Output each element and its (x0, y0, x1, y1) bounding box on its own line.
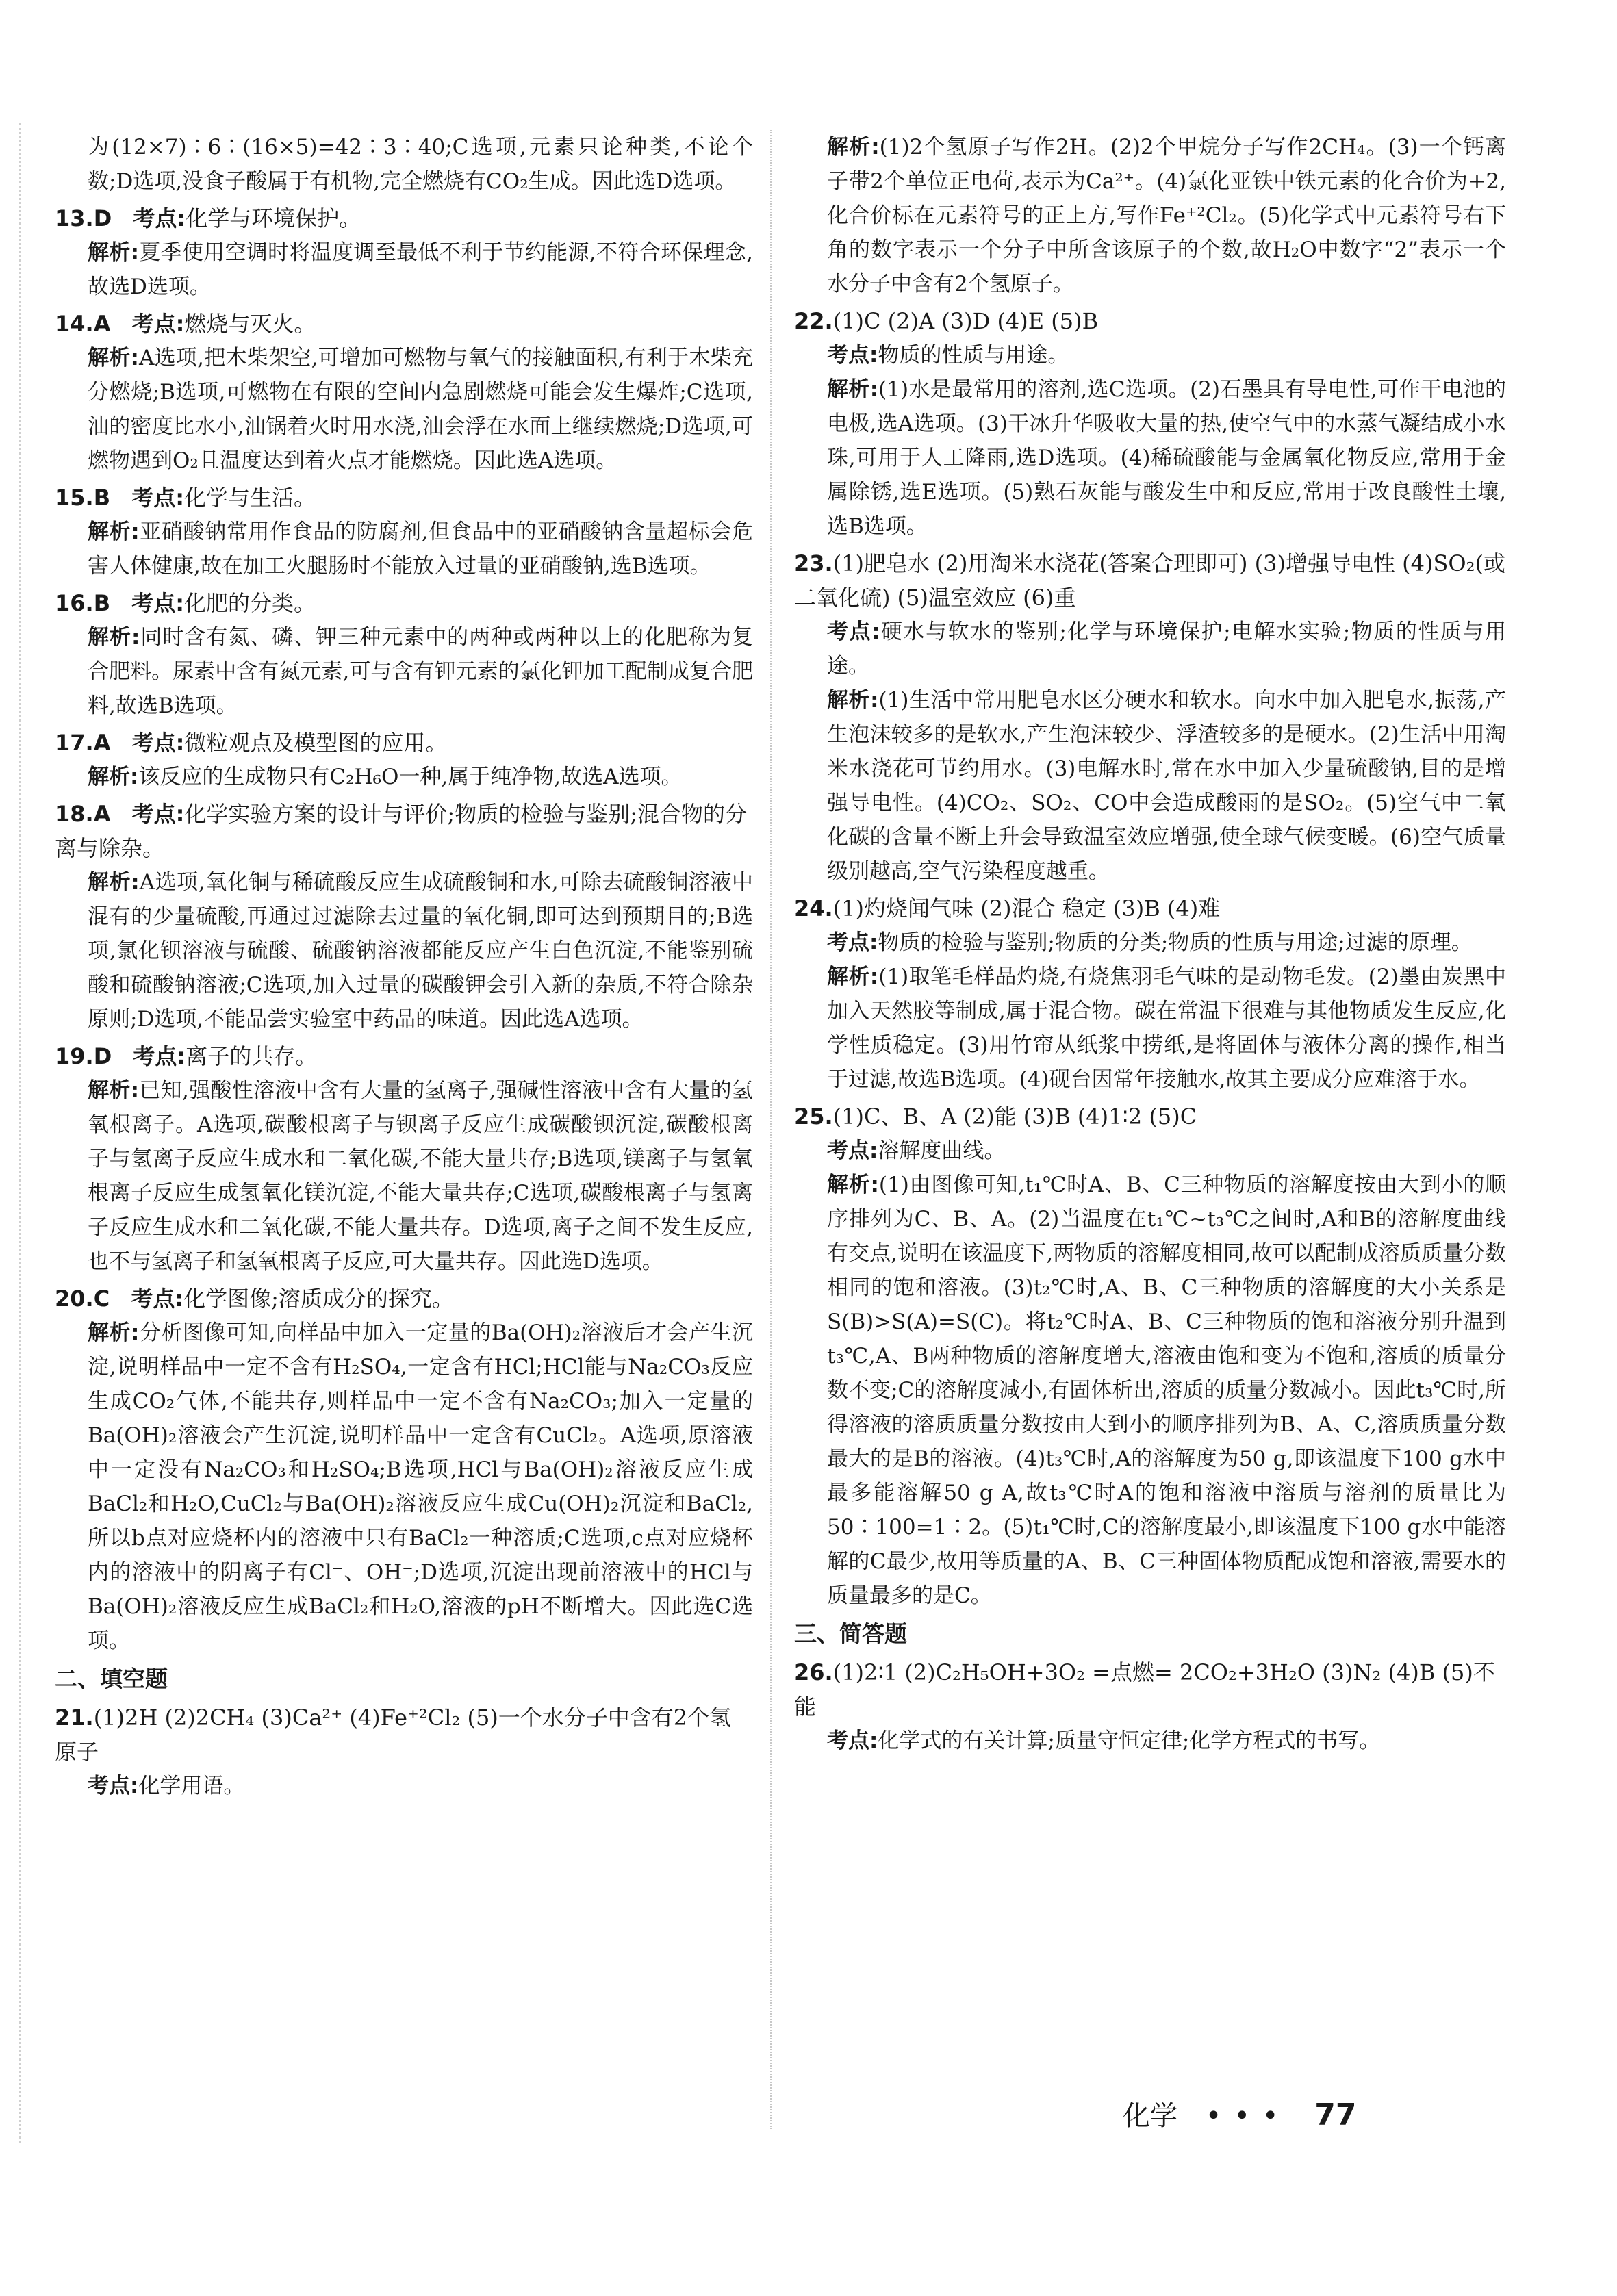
q22-answer-line (794, 304, 1506, 338)
q26-kaodian (794, 1724, 1506, 1758)
q19-jiexi-label: 解析: (88, 1078, 140, 1103)
q22-kaodian-label: 考点: (827, 343, 878, 368)
q15-jiexi-label: 解析: (88, 520, 140, 544)
q25-number: 25. (794, 1104, 833, 1130)
q22-jiexi (794, 372, 1506, 544)
q23-kaodian-text: 硬水与软水的鉴别;化学与环境保护;电解水实验;物质的性质与用途。 (827, 620, 1506, 678)
q23-kaodian (794, 615, 1506, 683)
q24-number: 24. (794, 895, 833, 921)
q19-answer: 19.D (55, 1043, 112, 1069)
q15-kaodian-label: 考点: (131, 485, 185, 511)
question-14 (55, 307, 753, 478)
q22-kaodian-text: 物质的性质与用途。 (878, 343, 1069, 368)
q26-answer: (1)2∶1 (2)C₂H₅OH+3O₂ =点燃= 2CO₂+3H₂O (3)N₂ (4)B (5)不能 (794, 1659, 1495, 1720)
q17-kaodian: 微粒观点及模型图的应用。 (184, 730, 448, 756)
q14-kaodian-label: 考点: (131, 311, 185, 337)
q17-jiexi-text: 该反应的生成物只有C₂H₆O一种,属于纯净物,故选A选项。 (138, 765, 683, 789)
q25-answer-line (794, 1099, 1506, 1134)
q23-number: 23. (794, 550, 833, 576)
q13-jiexi-label: 解析: (88, 240, 140, 265)
question-20 (55, 1281, 753, 1658)
q13-jiexi-text: 夏季使用空调时将温度调至最低不利于节约能源,不符合环保理念,故选D选项。 (88, 240, 753, 299)
page-number: 77 (1314, 2097, 1357, 2132)
q17-answer: 17.A (55, 730, 111, 756)
q25-jiexi-label: 解析: (827, 1173, 879, 1197)
q26-kaodian-text: 化学式的有关计算;质量守恒定律;化学方程式的书写。 (878, 1729, 1381, 1753)
q24-kaodian-text: 物质的检验与鉴别;物质的分类;物质的性质与用途;过滤的原理。 (878, 930, 1473, 955)
q25-kaodian-label: 考点: (827, 1138, 878, 1163)
q16-kaodian-label: 考点: (131, 590, 185, 616)
q19-kaodian-label: 考点: (133, 1043, 186, 1069)
q26-answer-line (794, 1655, 1506, 1724)
q21-kaodian-text: 化学用语。 (138, 1774, 245, 1798)
q16-jiexi-label: 解析: (88, 625, 140, 650)
q24-kaodian (794, 926, 1506, 960)
q21-kaodian (55, 1769, 753, 1803)
q24-kaodian-label: 考点: (827, 930, 878, 955)
question-24 (794, 891, 1506, 1097)
q18-jiexi (55, 865, 753, 1036)
q19-jiexi-text: 已知,强酸性溶液中含有大量的氢离子,强碱性溶液中含有大量的氢氧根离子。A选项,碳酸根离子与钡离子反应生成碳酸钡沉淀,碳酸根离子与氢离子反应生成水和二氧化碳,不能大量共存;B选项,镁离子与氢氧根离子反应生成氢氧化镁沉淀,不能大量共存;C选项,碳酸根离子与氢离子反应生成水和二氧化碳,不能大量共存。D选项,离子之间不发生反应,也不与氢离子和氢氧根离子反应,可大量共存。因此选D选项。 (88, 1078, 753, 1274)
section-heading-fill-in: 二、填空题 (55, 1666, 168, 1692)
q16-jiexi-text: 同时含有氮、磷、钾三种元素中的两种或两种以上的化肥称为复合肥料。尿素中含有氮元素,可与含有钾元素的氯化钾加工配制成复合肥料,故选B选项。 (88, 625, 753, 718)
q13-kaodian: 化学与环境保护。 (186, 205, 361, 231)
q20-jiexi-label: 解析: (88, 1321, 140, 1345)
question-13 (55, 201, 753, 304)
q22-number: 22. (794, 308, 833, 334)
q17-kaodian-label: 考点: (131, 730, 185, 756)
q20-kaodian: 化学图像;溶质成分的探究。 (183, 1286, 454, 1312)
q21-kaodian-label: 考点: (88, 1774, 139, 1798)
right-column (794, 130, 1506, 1761)
question-26 (794, 1655, 1506, 1758)
q16-answer: 16.B (55, 590, 111, 616)
q21-jiexi-label: 解析: (827, 135, 880, 160)
q12-continuation-text: 为(12×7)∶6∶(16×5)=42∶3∶40;C选项,元素只论种类,不论个数;D选项,没食子酸属于有机物,完全燃烧有CO₂生成。因此选D选项。 (88, 135, 753, 194)
q15-kaodian: 化学与生活。 (184, 485, 316, 511)
left-column (55, 130, 753, 1806)
section-heading-short-answer: 三、简答题 (794, 1620, 907, 1647)
q24-jiexi-text: (1)取笔毛样品灼烧,有烧焦羽毛气味的是动物毛发。(2)墨由炭黑中加入天然胶等制成,属于混合物。碳在常温下很难与其他物质发生反应,化学性质稳定。(3)用竹帘从纸浆中捞纸,是将固体与液体分离的操作,相当于过滤,故选B选项。(4)砚台因常年接触水,故其主要成分应难溶于水。 (827, 965, 1506, 1092)
q23-jiexi-label: 解析: (827, 688, 879, 713)
q14-jiexi-label: 解析: (88, 346, 139, 370)
q13-jiexi (55, 235, 753, 304)
q25-kaodian (794, 1134, 1506, 1168)
q14-answer: 14.A (55, 311, 111, 337)
q21-jiexi (794, 130, 1506, 301)
binding-dotted-line (19, 123, 21, 2143)
footer-subject: 化学 (1123, 2100, 1177, 2132)
q18-jiexi-text: A选项,氧化铜与稀硫酸反应生成硫酸铜和水,可除去硫酸铜溶液中混有的少量硫酸,再通过过滤除去过量的氧化铜,即可达到预期目的;B选项,氯化钡溶液与硫酸、硫酸钠溶液都能反应产生白色沉淀,不能鉴别硫酸和硫酸钠溶液;C选项,加入过量的碳酸钾会引入新的杂质,不符合除杂原则;D选项,不能品尝实验室中药品的味道。因此选A选项。 (88, 870, 753, 1032)
q17-jiexi (55, 760, 753, 794)
q20-jiexi-text: 分析图像可知,向样品中加入一定量的Ba(OH)₂溶液后才会产生沉淀,说明样品中一定不含有H₂SO₄,一定含有HCl;HCl能与Na₂CO₃反应生成CO₂气体,不能共存,则样品中一定不含有Na₂CO₃;加入一定量的Ba(OH)₂溶液会产生沉淀,说明样品中一定含有CuCl₂。A选项,原溶液中一定没有Na₂CO₃和H₂SO₄;B选项,HCl与Ba(OH)₂溶液反应生成BaCl₂和H₂O,CuCl₂与Ba(OH)₂溶液反应生成Cu(OH)₂沉淀和BaCl₂,所以b点对应烧杯内的溶液中只有BaCl₂一种溶质;C选项,c点对应烧杯内的溶液中的阴离子有Cl⁻、OH⁻;D选项,沉淀出现前溶液中的HCl与Ba(OH)₂溶液反应生成BaCl₂和H₂O,溶液的pH不断增大。因此选C选项。 (88, 1321, 753, 1653)
q24-answer: (1)灼烧闻气味 (2)混合 稳定 (3)B (4)难 (832, 895, 1221, 921)
q15-jiexi (55, 515, 753, 583)
q17-jiexi-label: 解析: (88, 765, 139, 789)
q16-kaodian: 化肥的分类。 (184, 590, 316, 616)
q21-number: 21. (55, 1705, 94, 1731)
q22-jiexi-label: 解析: (827, 377, 879, 402)
q13-answer: 13.D (55, 205, 112, 231)
q22-kaodian (794, 338, 1506, 372)
q19-head (55, 1039, 753, 1073)
q16-jiexi (55, 620, 753, 723)
q18-jiexi-label: 解析: (88, 870, 140, 895)
q26-kaodian-label: 考点: (827, 1729, 878, 1753)
q23-jiexi (794, 683, 1506, 889)
q23-answer-line (794, 546, 1506, 615)
question-18 (55, 797, 753, 1036)
q14-head (55, 307, 753, 341)
question-17 (55, 726, 753, 794)
q13-head (55, 201, 753, 235)
q19-jiexi (55, 1073, 753, 1279)
question-21 (55, 1700, 753, 1803)
q21-jiexi-text: (1)2个氢原子写作2H。(2)2个甲烷分子写作2CH₄。(3)一个钙离子带2个单位正电荷,表示为Ca²⁺。(4)氯化亚铁中铁元素的化合价为+2,化合价标在元素符号的正上方,写作Fe⁺²Cl₂。(5)化学式中元素符号右下角的数字表示一个分子中所含该原子的个数,故H₂O中数字“2”表示一个水分子中含有2个氢原子。 (827, 135, 1506, 296)
q26-number: 26. (794, 1659, 833, 1685)
q18-answer: 18.A (55, 801, 111, 827)
q14-jiexi-text: A选项,把木柴架空,可增加可燃物与氧气的接触面积,有利于木柴充分燃烧;B选项,可燃物在有限的空间内急剧燃烧可能会发生爆炸;C选项,油的密度比水小,油锅着火时用水浇,油会浮在水面上继续燃烧;D选项,可燃物遇到O₂且温度达到着火点才能燃烧。因此选A选项。 (88, 346, 753, 473)
q25-jiexi-text: (1)由图像可知,t₁℃时A、B、C三种物质的溶解度按由大到小的顺序排列为C、B、A。(2)当温度在t₁℃~t₃℃之间时,A和B的溶解度曲线有交点,说明在该温度下,两物质的溶解度相同,故可以配制成溶质质量分数相同的饱和溶液。(3)t₂℃时,A、B、C三种物质的溶解度的大小关系是S(B)>S(A)=S(C)。将t₂℃时A、B、C三种物质的饱和溶液分别升温到t₃℃,A、B两种物质的溶解度增大,溶液由饱和变为不饱和,溶质的质量分数不变;C的溶解度减小,有固体析出,溶质的质量分数减小。因此t₃℃时,所得溶液的溶质质量分数按由大到小的顺序排列为B、A、C,溶质质量分数最大的是B的溶液。(4)t₃℃时,A的溶解度为50 g,即该温度下100 g水中最多能溶解50 g A,故t₃℃时A的饱和溶液中溶质与溶剂的质量比为50∶100=1∶2。(5)t₁℃时,C的溶解度最小,即该温度下100 g水中能溶解的C最少,故用等质量的A、B、C三种固体物质配成饱和溶液,需要水的质量最多的是C。 (827, 1173, 1506, 1608)
question-23 (794, 546, 1506, 889)
q17-head (55, 726, 753, 760)
q18-head (55, 797, 753, 865)
q21-answer: (1)2H (2)2CH₄ (3)Ca²⁺ (4)Fe⁺²Cl₂ (5)一个水分子中含有2个氢原子 (55, 1705, 732, 1765)
column-divider (770, 130, 772, 2129)
q19-kaodian: 离子的共存。 (186, 1043, 318, 1069)
q25-answer: (1)C、B、A (2)能 (3)B (4)1∶2 (5)C (832, 1104, 1197, 1130)
q18-kaodian-label: 考点: (131, 801, 185, 827)
q24-jiexi-label: 解析: (827, 965, 879, 989)
q23-answer: (1)肥皂水 (2)用淘米水浇花(答案合理即可) (3)增强导电性 (4)SO₂(或二氧化硫) (5)温室效应 (6)重 (794, 550, 1505, 611)
page-footer (1123, 2095, 1356, 2136)
q13-kaodian-label: 考点: (133, 205, 186, 231)
q20-jiexi (55, 1316, 753, 1658)
question-16 (55, 586, 753, 723)
q23-jiexi-text: (1)生活中常用肥皂水区分硬水和软水。向水中加入肥皂水,振荡,产生泡沫较多的是软水,产生泡沫较少、浮渣较多的是硬水。(2)生活中用淘米水浇花可节约用水。(3)电解水时,常在水中加入少量硫酸钠,目的是增强导电性。(4)CO₂、SO₂、CO中会造成酸雨的是SO₂。(5)空气中二氧化碳的含量不断上升会导致温室效应增强,使全球气候变暖。(6)空气质量级别越高,空气污染程度越重。 (827, 688, 1506, 884)
question-15 (55, 481, 753, 583)
footer-dots: ••• (1205, 2100, 1291, 2132)
q16-head (55, 586, 753, 620)
q20-head (55, 1281, 753, 1316)
q15-head (55, 481, 753, 515)
q22-answer: (1)C (2)A (3)D (4)E (5)B (832, 308, 1099, 334)
q25-kaodian-text: 溶解度曲线。 (878, 1138, 1006, 1163)
q15-answer: 15.B (55, 485, 111, 511)
q14-kaodian: 燃烧与灭火。 (184, 311, 316, 337)
question-22 (794, 304, 1506, 544)
question-25 (794, 1099, 1506, 1613)
q23-kaodian-label: 考点: (827, 620, 880, 644)
q20-kaodian-label: 考点: (131, 1286, 184, 1312)
q21-jiexi-block (794, 130, 1506, 301)
q12-continuation (55, 130, 753, 199)
q24-jiexi (794, 960, 1506, 1097)
q18-kaodian: 化学实验方案的设计与评价;物质的检验与鉴别;混合物的分离与除杂。 (55, 801, 747, 861)
q21-answer-line (55, 1700, 753, 1769)
q20-answer: 20.C (55, 1286, 110, 1312)
q24-answer-line (794, 891, 1506, 926)
question-19 (55, 1039, 753, 1279)
q15-jiexi-text: 亚硝酸钠常用作食品的防腐剂,但食品中的亚硝酸钠含量超标会危害人体健康,故在加工火腿肠时不能放入过量的亚硝酸钠,选B选项。 (88, 520, 753, 578)
q22-jiexi-text: (1)水是最常用的溶剂,选C选项。(2)石墨具有导电性,可作干电池的电极,选A选项。(3)干冰升华吸收大量的热,使空气中的水蒸气凝结成小水珠,可用于人工降雨,选D选项。(4)稀硫酸能与金属氧化物反应,常用于金属除锈,选E选项。(5)熟石灰能与酸发生中和反应,常用于改良酸性土壤,选B选项。 (827, 377, 1507, 539)
q14-jiexi (55, 341, 753, 478)
q25-jiexi (794, 1168, 1506, 1613)
